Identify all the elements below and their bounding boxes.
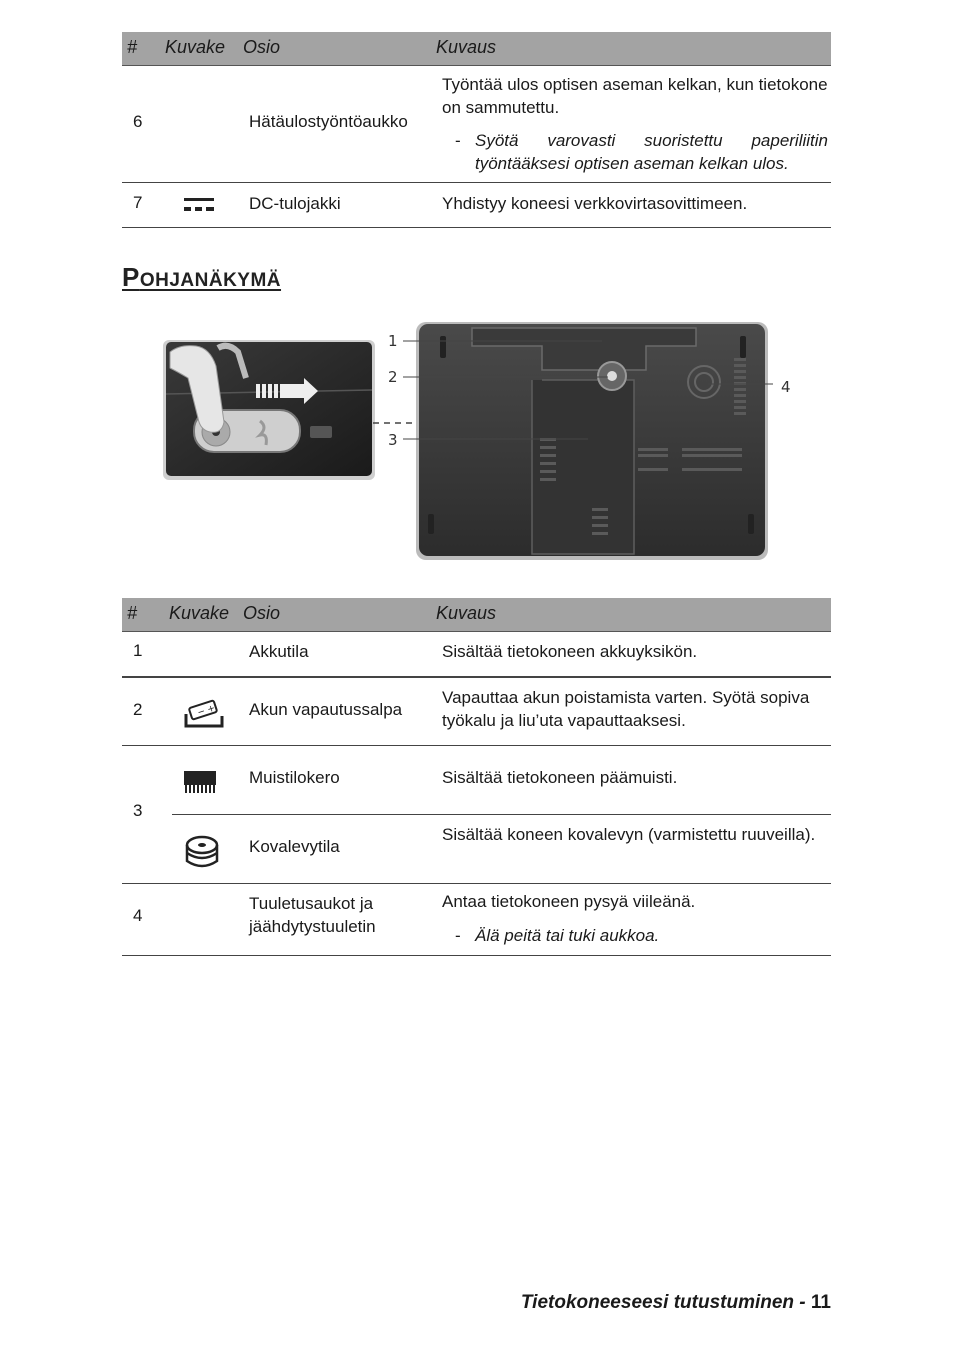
table-header (122, 598, 831, 632)
description-note: - Älä peitä tai tuki aukkoa. (455, 926, 660, 945)
callout-3: 3 (388, 431, 398, 449)
row-description (442, 73, 828, 175)
page-number: 11 (810, 1292, 831, 1313)
row-number: 4 (133, 906, 143, 925)
row-number: 3 (133, 801, 143, 820)
row-description: Sisältää koneen kovalevyn (varmistettu ruuveilla). (442, 825, 816, 844)
hard-disk-icon (184, 835, 220, 871)
row-description: Sisältää tietokoneen päämuisti. (442, 768, 678, 787)
header-icon: Kuvake (165, 37, 226, 57)
note-text: Älä peitä tai tuki aukkoa. (475, 926, 660, 945)
callout-2: 2 (388, 368, 398, 386)
row-section: Muistilokero (249, 768, 340, 787)
row-description: Yhdistyy koneesi verkkovirtasovittimeen. (442, 194, 748, 213)
section-title (122, 262, 281, 293)
note-text: Syötä varovasti suoristettu paperiliitin työntääksesi optisen aseman kelkan ulos. (475, 131, 828, 173)
footer-title: Tietokoneeseesi tutustuminen - (520, 1292, 806, 1313)
row-number: 6 (133, 112, 143, 131)
table-row (122, 678, 831, 746)
description-text: Työntää ulos optisen aseman kelkan, kun tietokone on sammutettu. (442, 75, 828, 117)
header-num: # (127, 603, 138, 623)
row-description (442, 890, 828, 947)
title-rest: OHJANÄKYMÄ (139, 270, 282, 291)
battery-release-icon (184, 698, 224, 730)
callout-4: 4 (781, 378, 791, 396)
header-description: Kuvaus (436, 603, 497, 623)
row-description: Sisältää tietokoneen akkuyksikön. (442, 642, 698, 661)
components-table-top (122, 32, 831, 228)
page-footer (521, 1292, 831, 1314)
row-section: Kovalevytila (249, 837, 340, 856)
header-num: # (127, 37, 138, 57)
svg-text:− +: − + (196, 703, 217, 719)
title-initial: P (122, 262, 140, 292)
section-line: Tuuletusaukot ja (249, 894, 374, 913)
components-table-bottom (122, 598, 831, 956)
description-text: Antaa tietokoneen pysyä viileänä. (442, 892, 696, 911)
callout-1: 1 (388, 332, 398, 350)
row-number: 7 (133, 193, 143, 212)
laptop-bottom-illustration (160, 318, 796, 566)
description-note: - Syötä varovasti suoristettu paperiliitin työntääksesi optisen aseman kelkan ulos. (455, 131, 828, 173)
table-header (122, 32, 831, 66)
row-section: DC-tulojakki (249, 194, 341, 213)
table-row (122, 884, 831, 956)
row-section: Akkutila (249, 642, 309, 661)
row-description: Vapauttaa akun poistamista varten. Syötä sopiva työkalu ja liu’uta vapauttaaksesi. (442, 688, 810, 730)
table-row (122, 632, 831, 678)
header-description: Kuvaus (436, 37, 497, 57)
latch-zoom-inset (163, 340, 375, 480)
table-row (122, 183, 831, 228)
table-row (122, 66, 831, 183)
section-line: jäähdytystuuletin (249, 917, 376, 936)
laptop-body (416, 322, 768, 560)
memory-icon (184, 769, 218, 795)
header-section: Osio (243, 37, 281, 57)
row-section: Akun vapautussalpa (249, 700, 403, 719)
row-section: Hätäulostyöntöaukko (249, 112, 408, 131)
header-section: Osio (243, 603, 281, 623)
table-row (122, 746, 831, 884)
row-number: 1 (133, 641, 143, 660)
header-icon: Kuvake (169, 603, 230, 623)
dc-power-icon (184, 196, 216, 216)
row-number: 2 (133, 700, 143, 719)
row-section (249, 892, 376, 938)
